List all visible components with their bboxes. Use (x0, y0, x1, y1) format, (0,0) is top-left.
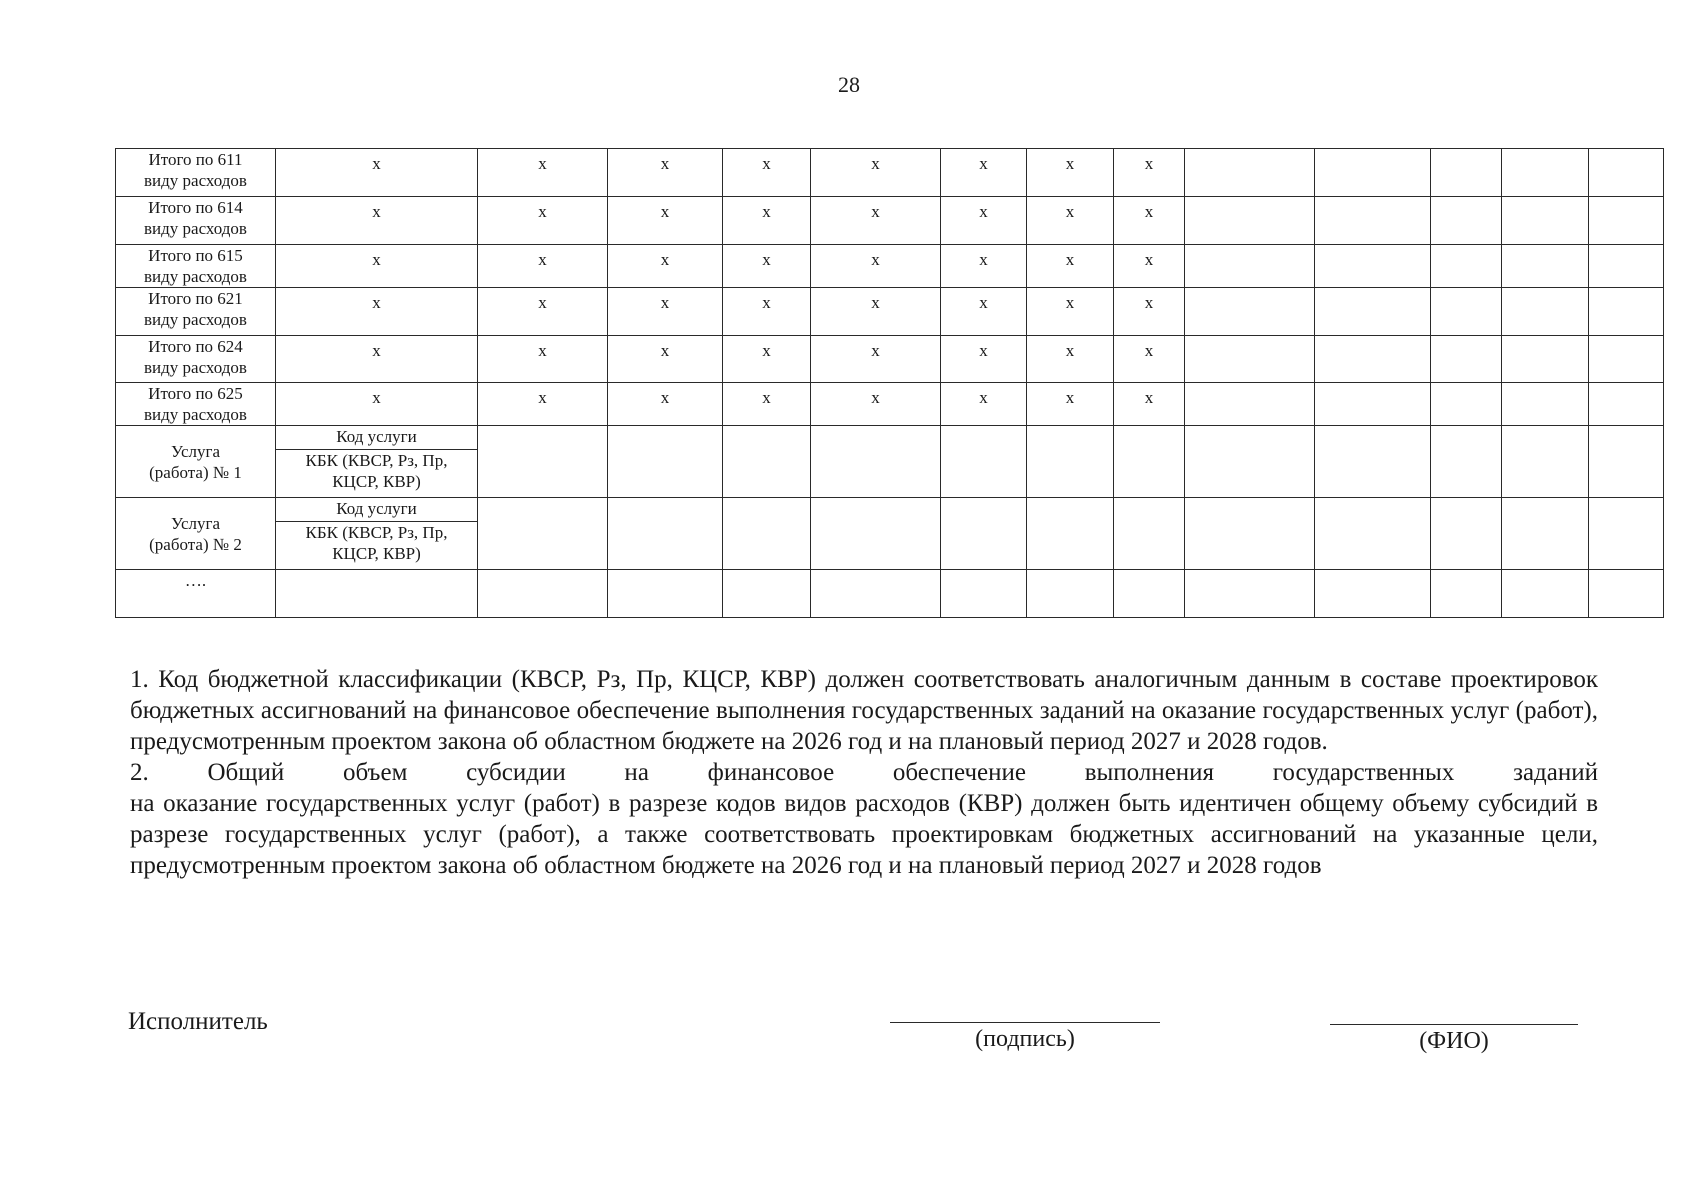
empty-cell (478, 426, 608, 498)
ellipsis-cell: …. (116, 570, 276, 618)
empty-cell (1185, 426, 1315, 498)
x-mark-cell: х (1027, 197, 1114, 245)
signature-line (890, 1022, 1160, 1023)
empty-cell (1315, 288, 1431, 336)
x-mark-cell: х (941, 149, 1027, 197)
service-kbk-line1: КБК (КВСР, Рз, Пр, (305, 523, 448, 542)
service-code-label: Код услуги (276, 426, 478, 450)
x-mark-cell: х (276, 383, 478, 426)
budget-table (115, 148, 1664, 618)
empty-cell (608, 498, 723, 570)
total-row-label-line1: Итого по 611 (148, 150, 243, 169)
name-line (1330, 1024, 1578, 1025)
service-kbk-label (276, 450, 478, 498)
total-row-label-line2: виду расходов (144, 405, 247, 424)
x-mark-cell: х (478, 288, 608, 336)
empty-cell (1431, 336, 1502, 383)
x-mark-cell: х (276, 197, 478, 245)
empty-cell (1114, 570, 1185, 618)
x-mark-cell: х (608, 245, 723, 288)
empty-cell (1185, 197, 1315, 245)
x-mark-cell: х (723, 197, 811, 245)
service-label (116, 498, 276, 570)
empty-cell (478, 498, 608, 570)
empty-cell (1589, 336, 1664, 383)
note-2-first-line: 2. Общий объем субсидии на финансовое обеспечение выполнения государственных заданий (130, 759, 1598, 786)
empty-cell (1589, 383, 1664, 426)
empty-cell (1185, 288, 1315, 336)
service-label-line2: (работа) № 1 (149, 462, 242, 482)
empty-cell (1502, 149, 1589, 197)
empty-cell (811, 570, 941, 618)
x-mark-cell: х (811, 149, 941, 197)
empty-cell (1589, 288, 1664, 336)
total-row-label-line1: Итого по 614 (148, 198, 243, 217)
empty-cell (1114, 426, 1185, 498)
empty-cell (1589, 426, 1664, 498)
service-label-line2: (работа) № 2 (149, 534, 242, 554)
service-label (116, 426, 276, 498)
empty-cell (1315, 426, 1431, 498)
x-mark-cell: х (1027, 383, 1114, 426)
empty-cell (1315, 570, 1431, 618)
total-row (116, 288, 1664, 336)
empty-cell (1502, 498, 1589, 570)
total-row-label-line2: виду расходов (144, 171, 247, 190)
empty-cell (608, 570, 723, 618)
x-mark-cell: х (941, 197, 1027, 245)
empty-cell (1431, 245, 1502, 288)
service-row (116, 426, 1664, 450)
empty-cell (1502, 197, 1589, 245)
x-mark-cell: х (1114, 197, 1185, 245)
empty-cell (1185, 498, 1315, 570)
empty-cell (1589, 570, 1664, 618)
empty-cell (276, 570, 478, 618)
x-mark-cell: х (811, 288, 941, 336)
x-mark-cell: х (723, 288, 811, 336)
empty-cell (1502, 383, 1589, 426)
total-row-label-line2: виду расходов (144, 219, 247, 238)
total-row (116, 336, 1664, 383)
total-row (116, 197, 1664, 245)
total-row-label-line1: Итого по 621 (148, 289, 243, 308)
empty-cell (1027, 498, 1114, 570)
x-mark-cell: х (608, 149, 723, 197)
empty-cell (1502, 336, 1589, 383)
x-mark-cell: х (608, 288, 723, 336)
empty-cell (1185, 570, 1315, 618)
empty-cell (1315, 383, 1431, 426)
empty-cell (478, 570, 608, 618)
total-row (116, 245, 1664, 288)
empty-cell (608, 426, 723, 498)
empty-cell (1185, 149, 1315, 197)
x-mark-cell: х (478, 383, 608, 426)
empty-cell (1431, 197, 1502, 245)
empty-cell (1502, 426, 1589, 498)
executor-label: Исполнитель (128, 1008, 268, 1035)
total-row-label-line2: виду расходов (144, 310, 247, 329)
empty-cell (1431, 498, 1502, 570)
x-mark-cell: х (478, 197, 608, 245)
x-mark-cell: х (941, 288, 1027, 336)
service-code-label: Код услуги (276, 498, 478, 522)
x-mark-cell: х (276, 149, 478, 197)
name-caption: (ФИО) (1419, 1028, 1489, 1054)
empty-cell (1589, 498, 1664, 570)
x-mark-cell: х (1027, 288, 1114, 336)
empty-cell (1027, 426, 1114, 498)
x-mark-cell: х (478, 245, 608, 288)
total-row-label (116, 245, 276, 288)
service-kbk-line2: КЦСР, КВР) (332, 544, 421, 563)
x-mark-cell: х (1027, 336, 1114, 383)
empty-cell (1502, 245, 1589, 288)
x-mark-cell: х (1114, 245, 1185, 288)
total-row-label-line2: виду расходов (144, 267, 247, 286)
service-label-line1: Услуга (170, 441, 221, 461)
empty-cell (1315, 498, 1431, 570)
x-mark-cell: х (276, 288, 478, 336)
x-mark-cell: х (1027, 245, 1114, 288)
total-row-label (116, 197, 276, 245)
x-mark-cell: х (276, 336, 478, 383)
x-mark-cell: х (941, 383, 1027, 426)
x-mark-cell: х (478, 149, 608, 197)
empty-cell (1114, 498, 1185, 570)
total-row-label (116, 149, 276, 197)
total-row (116, 383, 1664, 426)
service-kbk-line2: КЦСР, КВР) (332, 472, 421, 491)
empty-cell (1315, 336, 1431, 383)
total-row-label-line1: Итого по 615 (148, 246, 243, 265)
x-mark-cell: х (608, 336, 723, 383)
empty-cell (941, 570, 1027, 618)
service-row (116, 498, 1664, 522)
empty-cell (1502, 288, 1589, 336)
x-mark-cell: х (811, 383, 941, 426)
empty-cell (1185, 245, 1315, 288)
x-mark-cell: х (723, 245, 811, 288)
empty-cell (1431, 426, 1502, 498)
empty-cell (1589, 197, 1664, 245)
x-mark-cell: х (608, 197, 723, 245)
total-row-label-line1: Итого по 624 (148, 337, 243, 356)
x-mark-cell: х (941, 245, 1027, 288)
notes-block (130, 664, 1598, 881)
x-mark-cell: х (811, 245, 941, 288)
x-mark-cell: х (1114, 383, 1185, 426)
total-row-label-line2: виду расходов (144, 358, 247, 377)
empty-cell (1431, 570, 1502, 618)
note-2-continuation: на оказание государственных услуг (работ) в разрезе кодов видов расходов (КВР) должен быть идентичен общему объему субсидий в разрезе государственных услуг (работ), а также соответствовать проектировкам бюджетных ассигнований на указанные цели, предусмотренным проектом закона об областном бюджете на 2026 год и на плановый период 2027 и 2028 годов (130, 790, 1598, 879)
empty-cell (723, 498, 811, 570)
empty-cell (941, 498, 1027, 570)
total-row-label (116, 383, 276, 426)
empty-cell (1589, 149, 1664, 197)
x-mark-cell: х (811, 336, 941, 383)
empty-cell (1315, 245, 1431, 288)
empty-cell (1315, 197, 1431, 245)
x-mark-cell: х (478, 336, 608, 383)
empty-cell (811, 426, 941, 498)
page-number: 28 (838, 72, 860, 97)
x-mark-cell: х (1114, 336, 1185, 383)
empty-cell (1431, 149, 1502, 197)
empty-cell (1185, 336, 1315, 383)
x-mark-cell: х (1027, 149, 1114, 197)
empty-cell (1027, 570, 1114, 618)
empty-cell (723, 426, 811, 498)
x-mark-cell: х (723, 149, 811, 197)
empty-cell (811, 498, 941, 570)
total-row-label (116, 288, 276, 336)
empty-cell (1431, 383, 1502, 426)
total-row (116, 149, 1664, 197)
service-label-line1: Услуга (170, 513, 221, 533)
empty-cell (941, 426, 1027, 498)
x-mark-cell: х (1114, 288, 1185, 336)
signature-caption: (подпись) (975, 1026, 1075, 1052)
empty-cell (1502, 570, 1589, 618)
x-mark-cell: х (276, 245, 478, 288)
empty-cell (1431, 288, 1502, 336)
x-mark-cell: х (723, 383, 811, 426)
empty-cell (1589, 245, 1664, 288)
x-mark-cell: х (608, 383, 723, 426)
x-mark-cell: х (811, 197, 941, 245)
empty-cell (723, 570, 811, 618)
total-row-label (116, 336, 276, 383)
empty-cell (1185, 383, 1315, 426)
empty-cell (1315, 149, 1431, 197)
service-kbk-line1: КБК (КВСР, Рз, Пр, (305, 451, 448, 470)
service-kbk-label (276, 522, 478, 570)
note-1: 1. Код бюджетной классификации (КВСР, Рз, Пр, КЦСР, КВР) должен соответствовать аналогичным данным в составе проектировок бюджетных ассигнований на финансовое обеспечение выполнения государственных заданий на оказание государственных услуг (работ), предусмотренным проектом закона об областном бюджете на 2026 год и на плановый период 2027 и 2028 годов. (130, 666, 1598, 755)
x-mark-cell: х (1114, 149, 1185, 197)
total-row-label-line1: Итого по 625 (148, 384, 243, 403)
ellipsis-row (116, 570, 1664, 618)
x-mark-cell: х (941, 336, 1027, 383)
x-mark-cell: х (723, 336, 811, 383)
